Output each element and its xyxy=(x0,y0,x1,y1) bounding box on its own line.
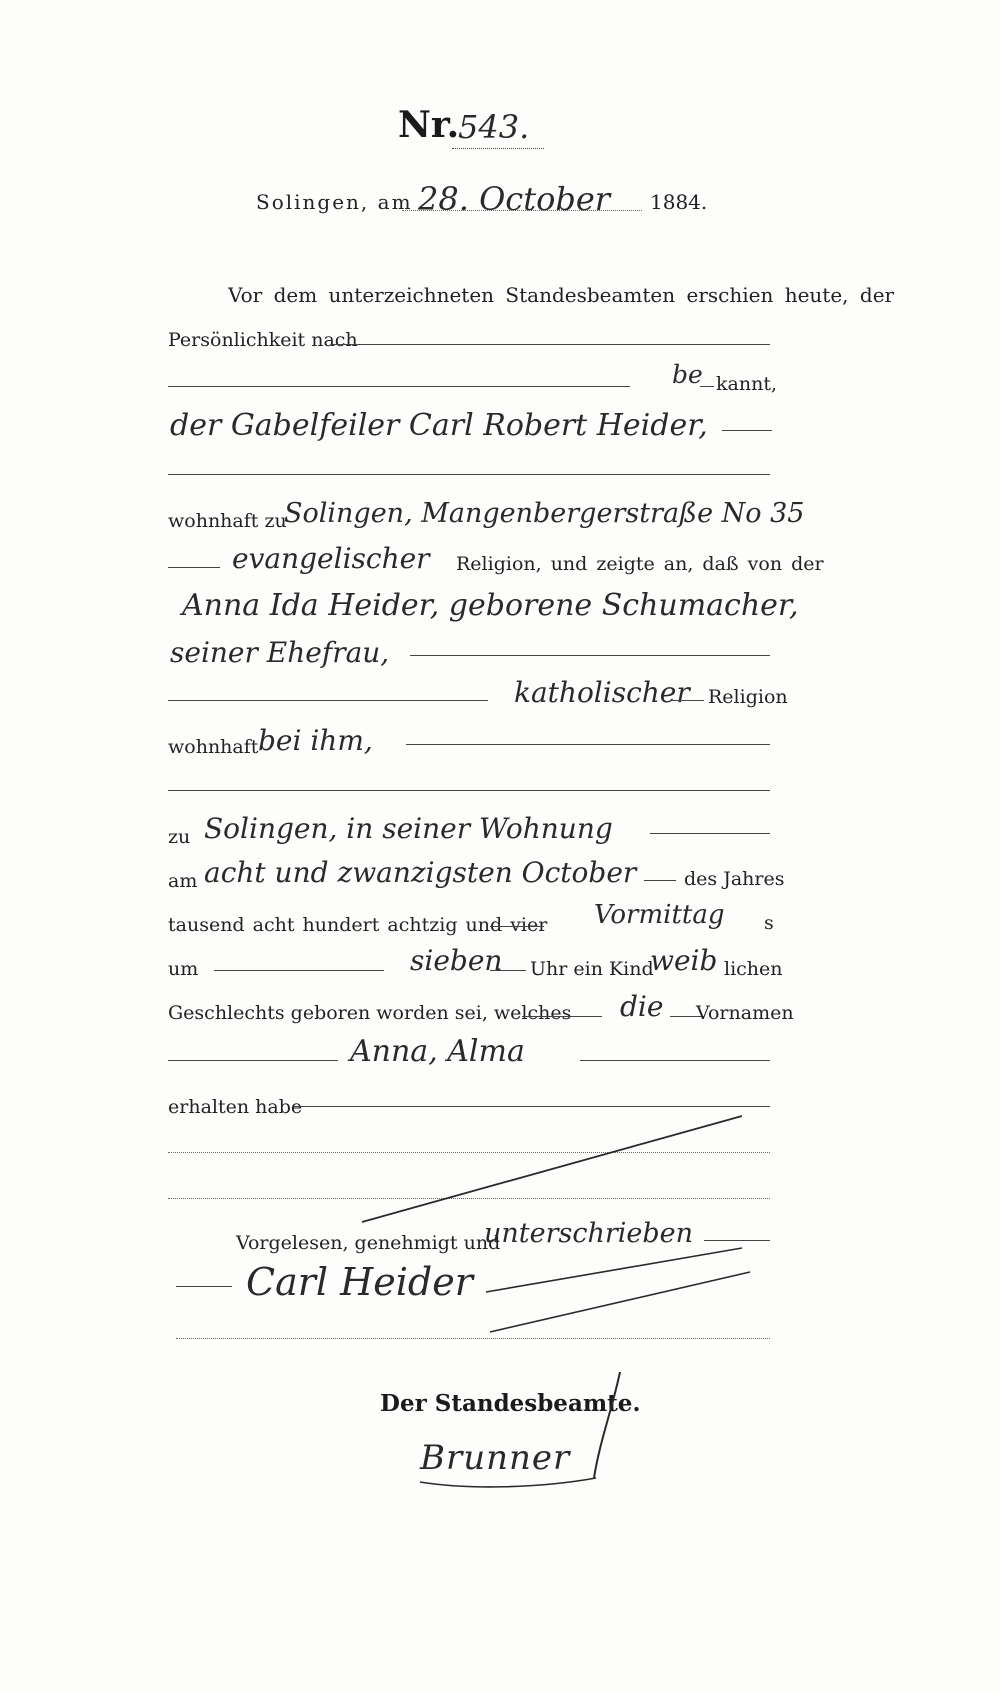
registrar-title: Der Standesbeamte. xyxy=(380,1390,641,1417)
child-label: Uhr ein Kind xyxy=(530,958,654,980)
signed-hand: unterschrieben xyxy=(484,1218,694,1249)
register-number-value: 543. xyxy=(458,108,530,146)
wife-relation-hand: seiner Ehefrau, xyxy=(170,636,390,669)
residence-label: wohnhaft zu xyxy=(168,510,287,532)
mother-religion-hand: katholischer xyxy=(514,676,690,709)
child-names-hand: Anna, Alma xyxy=(350,1034,525,1069)
intro-text: Vor dem unterzeichneten Standesbeamten erschien heute, der xyxy=(228,283,895,307)
mother-name-hand: Anna Ida Heider, geborene Schumacher, xyxy=(182,588,799,623)
birth-hour-hand: sieben xyxy=(410,944,503,977)
registrar-signature-hand: Brunner xyxy=(420,1438,571,1478)
time-of-day-hand: Vormittag xyxy=(594,900,725,930)
registration-year: 1884. xyxy=(650,190,708,214)
register-number-label: Nr. xyxy=(398,104,460,146)
child-sex-hand: weib xyxy=(650,944,718,977)
hour-label: um xyxy=(168,958,199,980)
birth-date-hand: acht und zwanzigsten October xyxy=(204,856,637,889)
father-religion-hand: evangelischer xyxy=(232,542,430,575)
place-date-label: Solingen, am xyxy=(256,190,413,214)
mother-residence-hand: bei ihm, xyxy=(258,724,373,757)
birth-year-words: tausend acht hundert achtzig und vier xyxy=(168,914,548,936)
residence-address-hand: Solingen, Mangenbergerstraße No 35 xyxy=(284,498,805,529)
religion-statement-text: Religion, und zeigte an, daß von der xyxy=(456,553,824,575)
religion-label: Religion xyxy=(708,686,788,708)
sex-statement-text: Geschlechts geboren worden sei, welches xyxy=(168,1002,572,1024)
father-name-hand: der Gabelfeiler Carl Robert Heider, xyxy=(170,408,708,443)
registration-date: 28. October xyxy=(418,180,611,218)
article-hand: die xyxy=(620,990,664,1023)
informant-signature-hand: Carl Heider xyxy=(246,1260,473,1304)
birth-place-label: zu xyxy=(168,826,191,848)
known-prefix-hand: be xyxy=(672,360,703,389)
birth-place-hand: Solingen, in seiner Wohnung xyxy=(204,812,613,845)
received-text: erhalten habe xyxy=(168,1096,303,1118)
personal-knowledge-text: Persönlichkeit nach xyxy=(168,329,358,351)
sex-suffix-text: lichen xyxy=(724,958,783,980)
mother-residence-label: wohnhaft xyxy=(168,736,259,758)
first-names-label: Vornamen xyxy=(696,1002,794,1024)
year-of-label: des Jahres xyxy=(684,868,785,890)
read-approved-text: Vorgelesen, genehmigt und xyxy=(236,1232,501,1254)
time-of-day-suffix: s xyxy=(764,912,774,934)
birth-date-label: am xyxy=(168,870,198,892)
known-suffix-text: kannt, xyxy=(716,373,777,395)
